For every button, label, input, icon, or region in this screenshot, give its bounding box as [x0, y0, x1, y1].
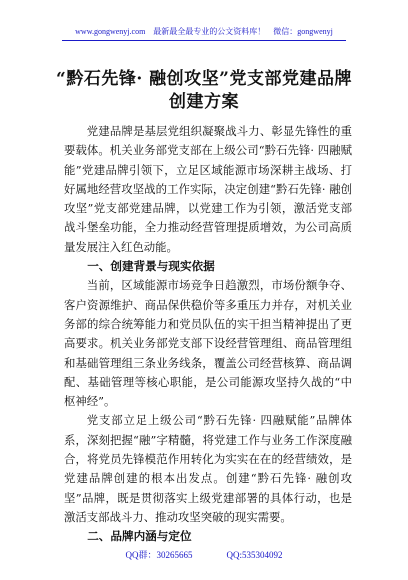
section-heading-2: 二、品牌内涵与定位 [87, 529, 192, 544]
title-line-2: 创建方案 [169, 92, 239, 112]
header-divider [62, 40, 346, 41]
brand-basis-paragraph: 党支部立足上级公司“黔石先锋· 四融赋能”品牌体系，深刻把握“融”字精髓，将党建工作与业务工作深度融合，将党员先锋模范作用转化为实实在在的经营绩效，是党建品牌创建的根本出发点。创建“黔石先锋· 融创攻坚”品牌，既是贯彻落实上级党建部署的具体行动，也是激活支部战斗力、推动攻坚突破的现实需要。 [64, 413, 352, 524]
document-body [64, 122, 352, 547]
qq-group-text: QQ群：30265665 [125, 550, 193, 560]
footer-contact [0, 548, 408, 561]
title-line-1: “黔石先锋· 融创攻坚”党支部党建品牌 [56, 69, 352, 89]
site-header-text: www.gongwenyj.com 最新最全最专业的公文资料库！ 微信：gongwenyj [75, 27, 333, 36]
qq-text: QQ:535304092 [226, 550, 283, 560]
background-paragraph: 当前，区域能源市场竞争日趋激烈，市场份额争夺、客户资源维护、商品保供稳价等多重压力并存，对机关业务部的综合统筹能力和党员队伍的实干担当精神提出了更高要求。机关业务部党支部下设经营管理组、商品管理组和基础管理组三条业务线条，覆盖公司经营核算、商品调配、基础管理等核心职能，是公司能源攻坚持久战的“中枢神经”。 [64, 278, 352, 409]
section-heading-1: 一、创建背景与现实依据 [87, 259, 215, 274]
intro-paragraph: 党建品牌是基层党组织凝聚战斗力、彰显先锋性的重要载体。机关业务部党支部在上级公司“黔石先锋· 四融赋能”党建品牌引领下，立足区域能源市场深耕主战场、打好属地经营攻坚战的工作实际，决定创建“黔石先锋· 融创攻坚”党支部党建品牌，以党建工作为引领，激活党支部战斗堡垒功能，全力推动经营管理提质增效，为公司高质量发展注入红色动能。 [64, 124, 352, 254]
document-title [40, 68, 368, 114]
